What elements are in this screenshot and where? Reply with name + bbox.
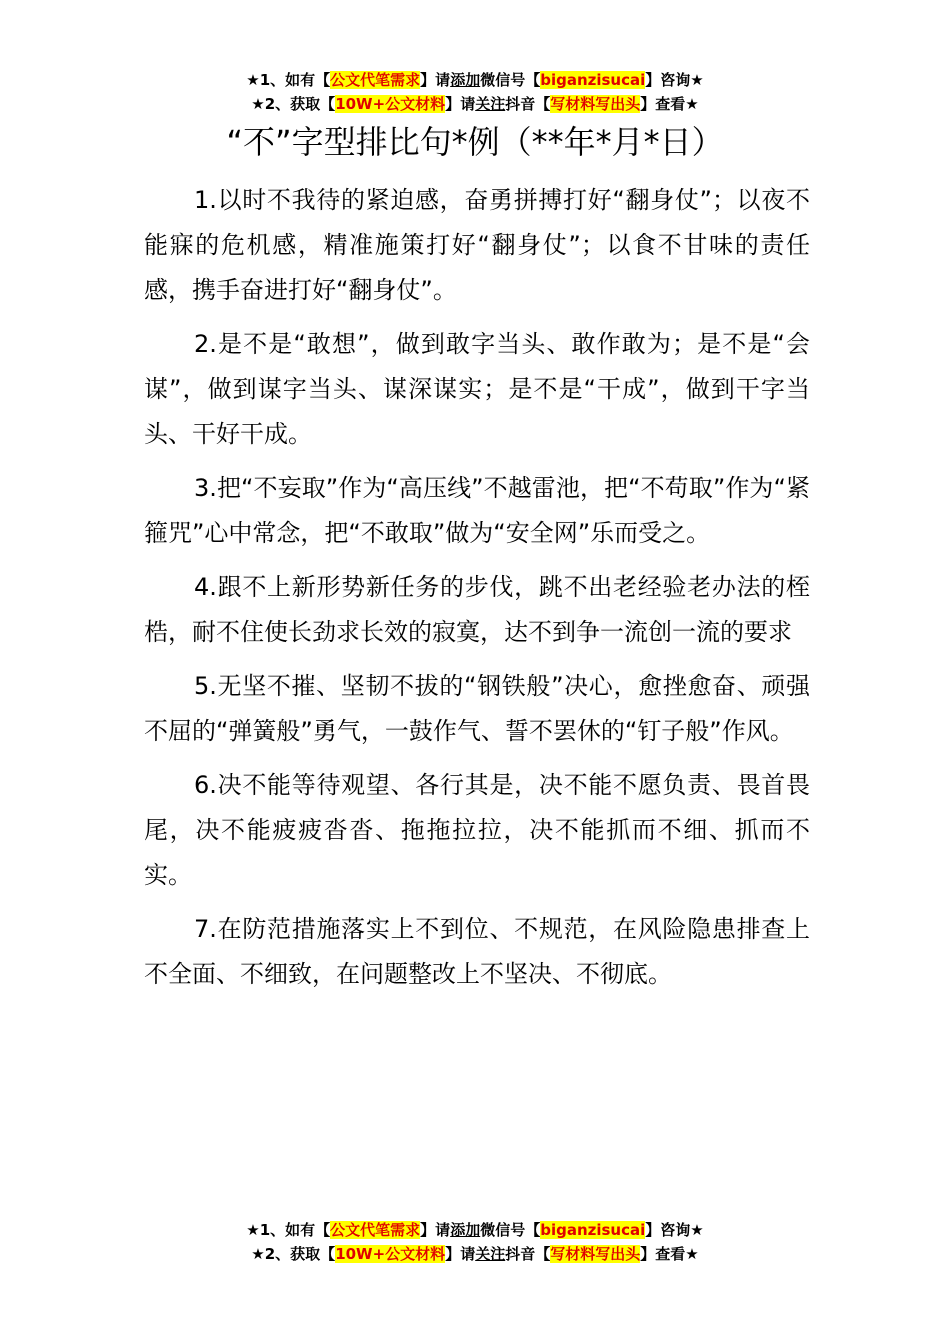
banner-highlight-service: 公文代笔需求 [330, 1221, 421, 1239]
document-body [144, 178, 810, 1006]
banner-text: 抖音【 [505, 1245, 551, 1263]
banner-highlight-materials: 10W+公文材料 [335, 95, 446, 113]
banner-text: 微信号【 [480, 71, 541, 89]
paragraph-1: 1.以时不我待的紧迫感，奋勇拼搏打好“翻身仗”；以夜不能寐的危机感，精准施策打好“翻身仗”；以食不甘味的责任感，携手奋进打好“翻身仗”。 [144, 186, 810, 304]
banner-line-1 [0, 68, 950, 92]
paragraph-7: 7.在防范措施落实上不到位、不规范，在风险隐患排查上不全面、不细致，在问题整改上不坚决、不彻底。 [144, 915, 810, 988]
paragraph-2: 2.是不是“敢想”，做到敢字当头、敢作敢为；是不是“会谋”，做到谋字当头、谋深谋实；是不是“干成”，做到干字当头、干好干成。 [144, 330, 810, 448]
banner-text: 】咨询★ [645, 71, 704, 89]
document-title: “不”字型排比句*例（**年*月*日） [226, 123, 724, 161]
banner-underline-follow: 关注 [475, 95, 506, 113]
banner-text: 】咨询★ [645, 1221, 704, 1239]
banner-text: ★1、如有【 [246, 1221, 331, 1239]
banner-highlight-service: 公文代笔需求 [330, 71, 421, 89]
banner-line-2 [0, 92, 950, 116]
banner-underline-follow: 关注 [475, 1245, 506, 1263]
banner-underline-add: 添加 [450, 71, 481, 89]
banner-highlight-douyin: 写材料写出头 [550, 95, 641, 113]
banner-text: 微信号【 [480, 1221, 541, 1239]
banner-text: 】查看★ [640, 95, 699, 113]
banner-underline-add: 添加 [450, 1221, 481, 1239]
banner-text: 抖音【 [505, 95, 551, 113]
banner-line-1 [0, 1218, 950, 1242]
banner-text: ★2、获取【 [251, 95, 336, 113]
paragraph-4: 4.跟不上新形势新任务的步伐，跳不出老经验老办法的桎梏，耐不住使长劲求长效的寂寞，达不到争一流创一流的要求 [144, 573, 810, 646]
footer-banner [0, 1218, 950, 1266]
banner-text: 】查看★ [640, 1245, 699, 1263]
banner-text: ★1、如有【 [246, 71, 331, 89]
paragraph-5: 5.无坚不摧、坚韧不拔的“钢铁般”决心，愈挫愈奋、顽强不屈的“弹簧般”勇气，一鼓作气、誓不罢休的“钉子般”作风。 [144, 672, 810, 745]
header-banner [0, 68, 950, 116]
banner-text: 】请 [420, 1221, 451, 1239]
banner-text: ★2、获取【 [251, 1245, 336, 1263]
banner-highlight-materials: 10W+公文材料 [335, 1245, 446, 1263]
paragraph-6: 6.决不能等待观望、各行其是，决不能不愿负责、畏首畏尾，决不能疲疲沓沓、拖拖拉拉，决不能抓而不细、抓而不实。 [144, 771, 810, 889]
banner-highlight-wechat: biganzisucai [540, 1221, 646, 1239]
banner-text: 】请 [445, 95, 476, 113]
banner-highlight-wechat: biganzisucai [540, 71, 646, 89]
banner-highlight-douyin: 写材料写出头 [550, 1245, 641, 1263]
banner-text: 】请 [420, 71, 451, 89]
banner-text: 】请 [445, 1245, 476, 1263]
banner-line-2 [0, 1242, 950, 1266]
paragraph-3: 3.把“不妄取”作为“高压线”不越雷池，把“不苟取”作为“紧箍咒”心中常念，把“不敢取”做为“安全网”乐而受之。 [144, 474, 810, 547]
